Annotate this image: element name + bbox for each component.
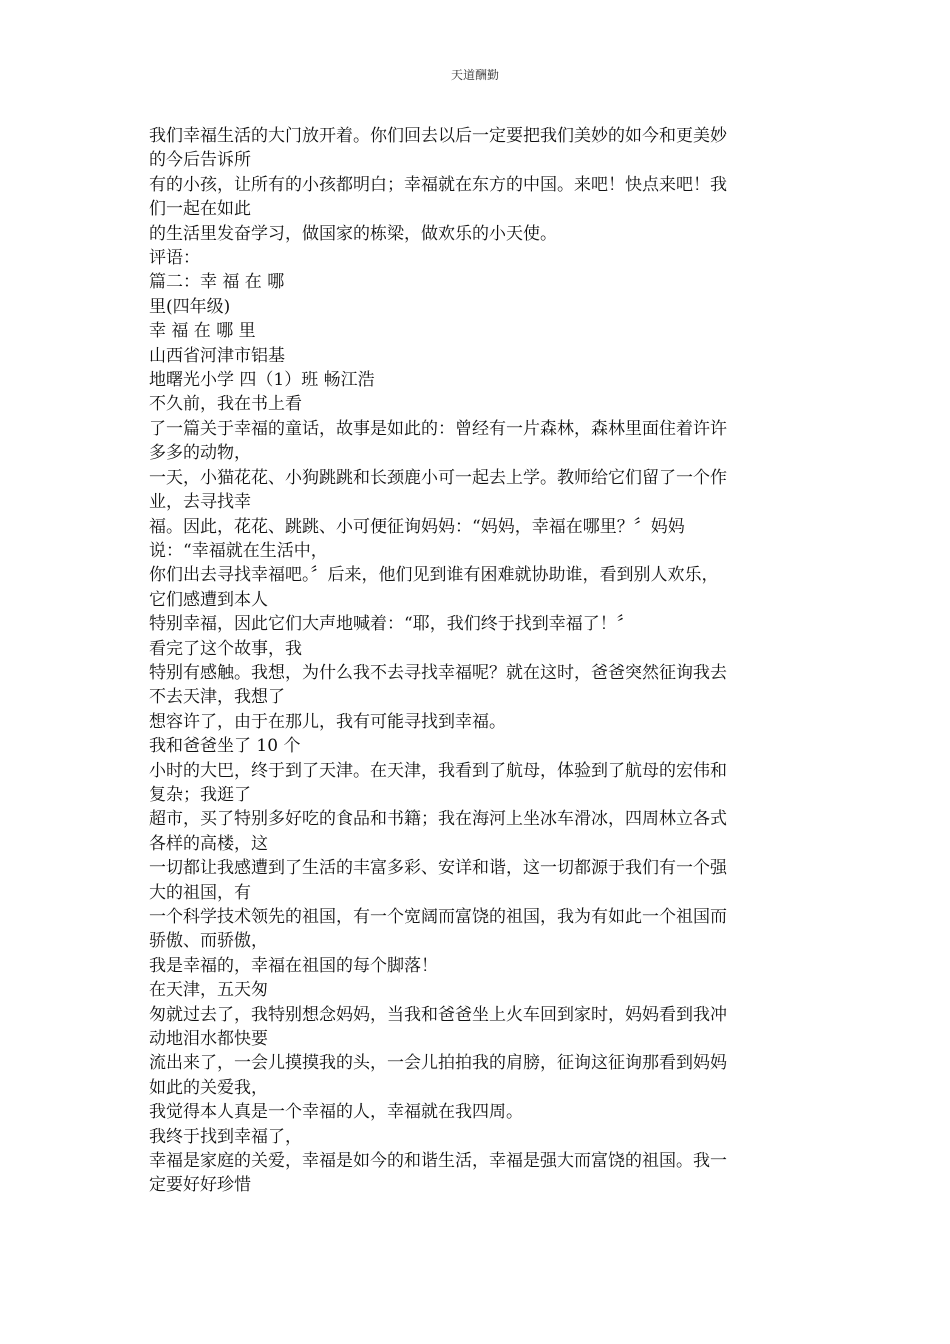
text-line: 我和爸爸坐了 10 个 xyxy=(149,736,301,757)
text-line: 山西省河津市铝基 xyxy=(149,345,285,366)
text-line: 小时的大巴，终于到了天津。在天津，我看到了航母，体验到了航母的宏伟和 xyxy=(149,760,727,781)
text-line: 特别幸福，因此它们大声地喊着：“耶，我们终于找到幸福了！〞 xyxy=(149,614,634,635)
text-line: 如此的关爱我， xyxy=(149,1077,268,1098)
text-line: 它们感遭到本人 xyxy=(149,589,268,610)
text-line: 大的祖国，有 xyxy=(149,882,251,903)
text-line: 我是幸福的，幸福在祖国的每个脚落！ xyxy=(149,955,438,976)
text-line: 们一起在如此 xyxy=(149,199,251,220)
text-line: 一天，小猫花花、小狗跳跳和长颈鹿小可一起去上学。教师给它们留了一个作 xyxy=(149,467,727,488)
text-line: 复杂；我逛了 xyxy=(149,784,251,805)
text-line: 不去天津，我想了 xyxy=(149,687,285,708)
text-line: 里(四年级) xyxy=(149,296,231,317)
text-line: 动地泪水都快要 xyxy=(149,1029,268,1050)
text-line: 了一篇关于幸福的童话，故事是如此的：曾经有一片森林，森林里面住着许许 xyxy=(149,418,727,439)
text-line: 我们幸福生活的大门放开着。你们回去以后一定要把我们美妙的如今和更美妙 xyxy=(149,126,727,146)
text-line: 我终于找到幸福了， xyxy=(149,1126,302,1147)
text-line: 在天津，五天匆 xyxy=(149,980,268,1001)
text-line: 的生活里发奋学习，做国家的栋梁，做欢乐的小天使。 xyxy=(149,223,557,244)
text-line: 定要好好珍惜 xyxy=(149,1175,251,1196)
text-line: 地曙光小学 四（1）班 畅江浩 xyxy=(149,370,375,391)
document-body xyxy=(149,124,809,1198)
text-line: 匆就过去了，我特别想念妈妈，当我和爸爸坐上火车回到家时，妈妈看到我冲 xyxy=(149,1004,727,1025)
text-line: 的今后告诉所 xyxy=(149,150,251,171)
text-line: 幸福是家庭的关爱，幸福是如今的和谐生活，幸福是强大而富饶的祖国。我一 xyxy=(149,1151,727,1172)
text-line: 我觉得本人真是一个幸福的人，幸福就在我四周。 xyxy=(149,1102,523,1123)
page-header: 天道酬勤 xyxy=(450,68,499,82)
text-line: 不久前，我在书上看 xyxy=(149,394,302,415)
text-line: 有的小孩，让所有的小孩都明白；幸福就在东方的中国。来吧！快点来吧！我 xyxy=(149,174,727,195)
text-line: 幸 福 在 哪 里 xyxy=(149,321,256,342)
text-line: 一个科学技术领先的祖国，有一个宽阔而富饶的祖国，我为有如此一个祖国而 xyxy=(149,907,727,927)
text-line: 看完了这个故事，我 xyxy=(149,638,302,659)
text-line: 特别有感触。我想，为什么我不去寻找幸福呢？就在这时，爸爸突然征询我去 xyxy=(149,662,727,683)
text-line: 各样的高楼，这 xyxy=(149,833,268,854)
text-line: 评语： xyxy=(149,248,200,269)
text-line: 多多的动物， xyxy=(149,443,251,464)
text-line: 一切都让我感遭到了生活的丰富多彩、安详和谐，这一切都源于我们有一个强 xyxy=(149,858,727,879)
text-line: 业，去寻找幸 xyxy=(149,492,251,513)
text-line: 流出来了，一会儿摸摸我的头，一会儿拍拍我的肩膀，征询这征询那看到妈妈 xyxy=(149,1053,727,1074)
text-line: 超市，买了特别多好吃的食品和书籍；我在海河上坐冰车滑冰，四周林立各式 xyxy=(149,809,727,830)
text-line: 篇二：幸 福 在 哪 xyxy=(149,272,285,293)
text-line: 骄傲、而骄傲， xyxy=(149,931,268,952)
text-line: 说：“幸福就在生活中， xyxy=(149,540,328,561)
text-line: 福。因此，花花、跳跳、小可便征询妈妈：“妈妈，幸福在哪里？〞妈妈 xyxy=(149,516,685,537)
text-line: 想容许了，由于在那儿，我有可能寻找到幸福。 xyxy=(149,711,506,732)
text-line: 你们出去寻找幸福吧。〞后来，他们见到谁有困难就协助谁，看到别人欢乐， xyxy=(149,565,719,586)
